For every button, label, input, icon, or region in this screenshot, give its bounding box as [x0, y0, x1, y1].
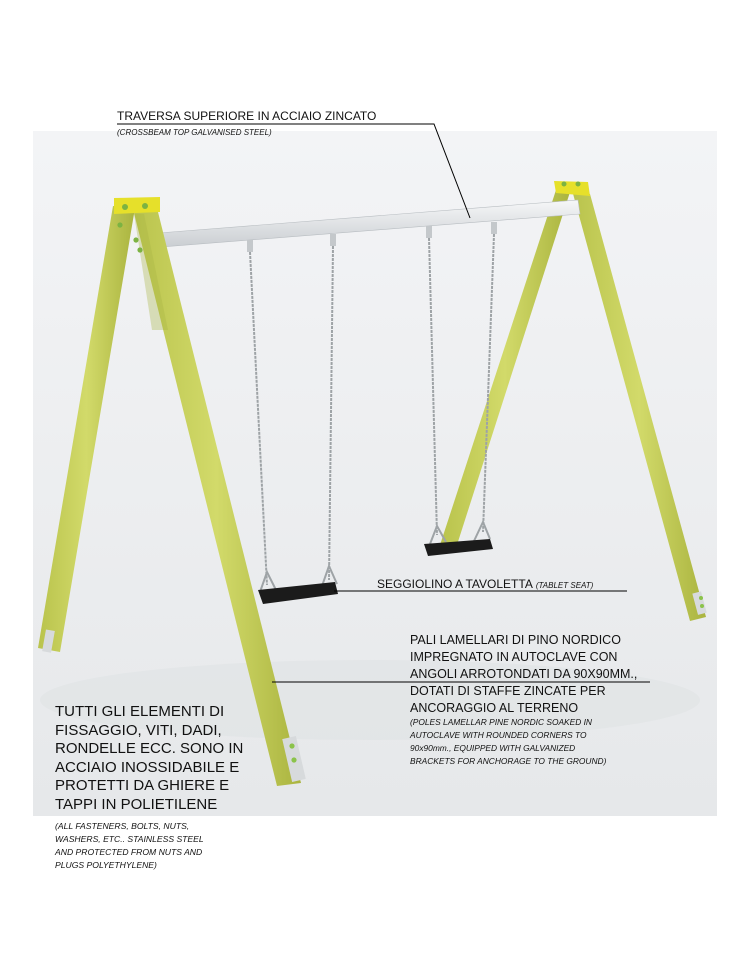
bolt-icon: [562, 182, 567, 187]
bolt-icon: [576, 182, 581, 187]
poles-label-en-line: BRACKETS FOR ANCHORAGE TO THE GROUND): [410, 756, 607, 766]
bolt-icon: [122, 204, 128, 210]
fasteners-label-line: ACCIAIO INOSSIDABILE E: [55, 758, 240, 776]
poles-label-en-line: AUTOCLAVE WITH ROUNDED CORNERS TO: [410, 730, 587, 740]
poles-label-en-line: (POLES LAMELLAR PINE NORDIC SOAKED IN: [410, 717, 592, 727]
poles-label-line: ANGOLI ARROTONDATI DA 90X90MM.,: [410, 667, 638, 681]
seat-label: [377, 577, 593, 591]
fasteners-label-en: [55, 820, 255, 872]
left-top-bracket: [114, 197, 160, 214]
fasteners-label: [55, 703, 285, 814]
hanger-clamp: [491, 222, 497, 234]
bolt-icon: [289, 743, 294, 748]
seat-label-en: (TABLET SEAT): [535, 581, 594, 590]
bolt-icon: [700, 604, 704, 608]
bolt-icon: [137, 247, 142, 252]
hanger-clamp: [330, 234, 336, 246]
bolt-icon: [699, 596, 703, 600]
seat-label-it: SEGGIOLINO A TAVOLETTA: [377, 577, 533, 591]
fasteners-label-en-line: WASHERS, ETC.. STAINLESS STEEL: [55, 834, 204, 844]
poles-label-line: DOTATI DI STAFFE ZINCATE PER: [410, 684, 606, 698]
bolt-icon: [142, 203, 148, 209]
fasteners-label-line: TUTTI GLI ELEMENTI DI: [55, 703, 225, 720]
bolt-icon: [133, 237, 138, 242]
fasteners-label-en-line: AND PROTECTED FROM NUTS AND: [55, 847, 203, 857]
fasteners-label-line: TAPPI IN POLIETILENE: [55, 795, 218, 813]
bolt-icon: [117, 222, 122, 227]
poles-label: [410, 632, 660, 717]
fasteners-label-line: RONDELLE ECC. SONO IN: [55, 740, 244, 757]
fasteners-label-en-line: PLUGS POLYETHYLENE): [55, 860, 157, 870]
poles-label-en: [410, 716, 670, 768]
hanger-clamp: [247, 240, 253, 252]
crossbeam-label: TRAVERSA SUPERIORE IN ACCIAIO ZINCATO: [117, 109, 377, 123]
fasteners-label-en-line: (ALL FASTENERS, BOLTS, NUTS,: [55, 821, 190, 831]
hanger-clamp: [426, 226, 432, 238]
poles-label-line: ANCORAGGIO AL TERRENO: [410, 701, 579, 715]
crossbeam-label-en: (CROSSBEAM TOP GALVANISED STEEL): [117, 128, 272, 137]
poles-label-line: IMPREGNATO IN AUTOCLAVE CON: [410, 650, 618, 664]
fasteners-label-line: PROTETTI DA GHIERE E: [55, 777, 230, 794]
poles-label-en-line: 90x90mm., EQUIPPED WITH GALVANIZED: [410, 743, 576, 753]
poles-label-line: PALI LAMELLARI DI PINO NORDICO: [410, 633, 621, 647]
bolt-icon: [291, 757, 296, 762]
fasteners-label-line: FISSAGGIO, VITI, DADI,: [55, 721, 222, 739]
